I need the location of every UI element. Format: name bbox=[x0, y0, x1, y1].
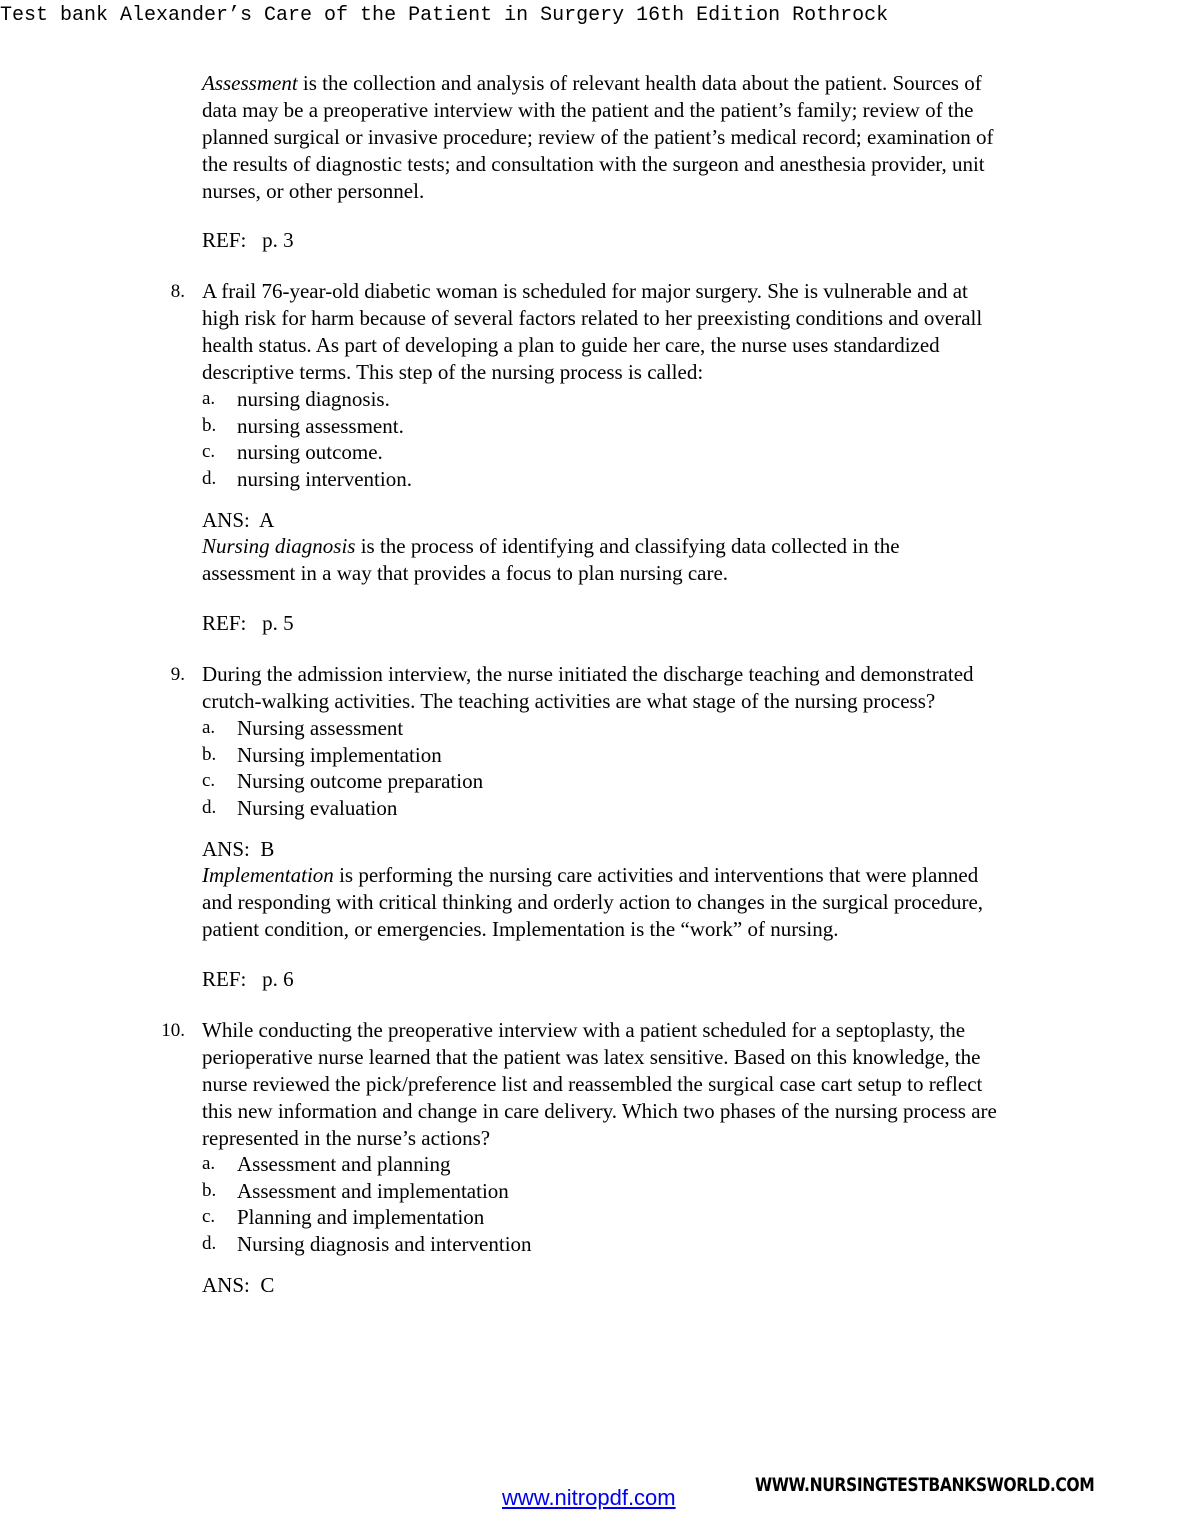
text-line bbox=[202, 70, 994, 97]
option-text: Nursing implementation bbox=[237, 742, 442, 767]
option-letter: a. bbox=[202, 1153, 216, 1174]
text-line bbox=[202, 332, 982, 359]
option-text: nursing intervention. bbox=[237, 467, 412, 492]
question-stem bbox=[202, 661, 974, 715]
option-text: nursing assessment. bbox=[237, 413, 404, 438]
line-text: descriptive terms. This step of the nursing process is called: bbox=[202, 360, 704, 384]
italic-term: Assessment bbox=[202, 71, 298, 95]
text-line bbox=[202, 1125, 997, 1152]
option-text: Nursing evaluation bbox=[237, 796, 398, 821]
text-line bbox=[202, 151, 994, 178]
question-number: 9. bbox=[170, 664, 185, 685]
text-line bbox=[202, 1044, 997, 1071]
text-line bbox=[202, 124, 994, 151]
line-text: is the collection and analysis of relevant health data about the patient. Sources of bbox=[297, 71, 982, 95]
line-text: this new information and change in care delivery. Which two phases of the nursing process are bbox=[202, 1099, 997, 1123]
option-text: nursing outcome. bbox=[237, 440, 383, 465]
option-letter: d. bbox=[202, 797, 217, 819]
reference bbox=[202, 227, 294, 254]
text-line bbox=[202, 889, 983, 916]
line-text: data may be a preoperative interview with the patient and the patient’s family; review of the bbox=[202, 98, 974, 122]
text-line bbox=[202, 305, 982, 332]
option-text: nursing diagnosis. bbox=[237, 387, 390, 411]
answer-key bbox=[202, 507, 274, 534]
italic-term: Nursing diagnosis bbox=[202, 534, 356, 558]
rationale bbox=[202, 533, 900, 587]
line-text: perioperative nurse learned that the patient was latex sensitive. Based on this knowledge, the bbox=[202, 1045, 981, 1069]
text-line bbox=[202, 1071, 997, 1098]
line-text: crutch-walking activities. The teaching activities are what stage of the nursing process? bbox=[202, 689, 936, 713]
option-text: Nursing diagnosis and intervention bbox=[237, 1232, 532, 1257]
question-number: 10. bbox=[161, 1020, 185, 1041]
line-text: represented in the nurse’s actions? bbox=[202, 1126, 491, 1150]
answer-key-text: ANS: B bbox=[202, 837, 275, 861]
text-line bbox=[202, 359, 982, 386]
option-letter: d. bbox=[202, 1233, 217, 1255]
line-text: assessment in a way that provides a focus to plan nursing care. bbox=[202, 561, 729, 585]
answer-key-text: ANS: A bbox=[202, 508, 275, 532]
answer-key bbox=[202, 836, 274, 863]
intro-paragraph bbox=[202, 70, 994, 205]
text-line bbox=[202, 862, 983, 889]
option-letter: b. bbox=[202, 414, 217, 436]
line-text: patient condition, or emergencies. Implementation is the “work” of nursing. bbox=[202, 917, 839, 941]
line-text: the results of diagnostic tests; and consultation with the surgeon and anesthesia provider, unit bbox=[202, 152, 985, 176]
line-text: high risk for harm because of several factors related to her preexisting conditions and overall bbox=[202, 306, 983, 330]
line-text: nurse reviewed the pick/preference list and reassembled the surgical case cart setup to reflect bbox=[202, 1072, 983, 1096]
italic-term: Implementation bbox=[202, 863, 334, 887]
option-letter: d. bbox=[202, 468, 217, 490]
question-number: 8. bbox=[170, 281, 185, 302]
option-letter: b. bbox=[202, 1179, 217, 1201]
nitropdf-link[interactable]: www.nitropdf.com bbox=[502, 1485, 676, 1510]
line-text: A frail 76-year-old diabetic woman is scheduled for major surgery. She is vulnerable and at bbox=[202, 279, 968, 303]
reference bbox=[202, 610, 294, 637]
text-line bbox=[202, 1098, 997, 1125]
answer-key bbox=[202, 1272, 274, 1299]
option-text: Assessment and implementation bbox=[237, 1178, 509, 1203]
option-letter: a. bbox=[202, 717, 216, 738]
reference-text: REF: p. 5 bbox=[202, 611, 294, 635]
text-line bbox=[202, 178, 994, 205]
line-text: During the admission interview, the nurse initiated the discharge teaching and demonstrated bbox=[202, 662, 974, 686]
line-text: and responding with critical thinking and orderly action to changes in the surgical procedure, bbox=[202, 890, 984, 914]
line-text: health status. As part of developing a plan to guide her care, the nurse uses standardized bbox=[202, 333, 940, 357]
question-stem bbox=[202, 1017, 997, 1152]
text-line bbox=[202, 1017, 997, 1044]
option-text: Planning and implementation bbox=[237, 1205, 485, 1230]
reference-text: REF: p. 3 bbox=[202, 228, 294, 252]
text-line bbox=[202, 560, 900, 587]
option-letter: a. bbox=[202, 388, 216, 409]
option-letter: c. bbox=[202, 1206, 216, 1228]
question-stem bbox=[202, 278, 982, 386]
document-header-title: Test bank Alexander’s Care of the Patient in Surgery 16th Edition Rothrock bbox=[0, 4, 889, 27]
watermark-text: WWW.NURSINGTESTBANKSWORLD.COM bbox=[755, 1474, 1095, 1496]
option-text: Nursing assessment bbox=[237, 716, 404, 740]
rationale bbox=[202, 862, 983, 943]
text-line bbox=[202, 97, 994, 124]
reference-text: REF: p. 6 bbox=[202, 967, 294, 991]
line-text: is performing the nursing care activities and interventions that were planned bbox=[333, 863, 979, 887]
line-text: nurses, or other personnel. bbox=[202, 179, 425, 203]
text-line bbox=[202, 278, 982, 305]
text-line bbox=[202, 916, 983, 943]
text-line bbox=[202, 661, 974, 688]
option-letter: c. bbox=[202, 770, 216, 792]
option-letter: b. bbox=[202, 743, 217, 765]
answer-key-text: ANS: C bbox=[202, 1273, 275, 1297]
line-text: planned surgical or invasive procedure; review of the patient’s medical record; examination of bbox=[202, 125, 994, 149]
line-text: is the process of identifying and classifying data collected in the bbox=[355, 534, 900, 558]
line-text: While conducting the preoperative interview with a patient scheduled for a septoplasty, the bbox=[202, 1018, 966, 1042]
option-text: Nursing outcome preparation bbox=[237, 769, 484, 794]
text-line bbox=[202, 688, 974, 715]
reference bbox=[202, 966, 294, 993]
option-letter: c. bbox=[202, 441, 216, 463]
option-text: Assessment and planning bbox=[237, 1152, 451, 1176]
text-line bbox=[202, 533, 900, 560]
